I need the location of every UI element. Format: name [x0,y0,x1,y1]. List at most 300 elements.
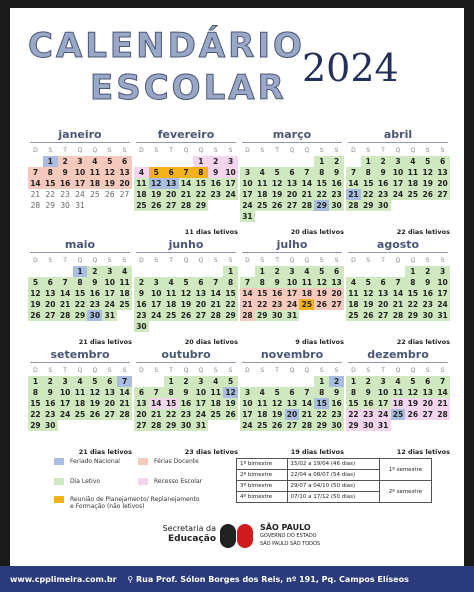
day-cell: 31 [285,310,300,321]
month-4 [28,238,132,321]
day-cell: 13 [285,398,300,409]
day-cell: 20 [285,409,300,420]
day-cell: 26 [104,190,115,199]
day-cell: 14 [28,178,43,189]
day-cell: 23 [361,409,376,420]
month-grid [346,365,450,431]
day-cell: 7 [208,277,223,288]
day-cell: 29 [255,310,270,321]
legend-letivo-label: Dia Letivo [70,478,101,485]
day-cell: 18 [134,189,149,200]
weekday-label: S [319,257,324,264]
day-cell: 3 [73,156,88,167]
day-cell: 20 [193,299,208,310]
day-cell: 5 [270,387,285,398]
day-cell: 20 [329,288,344,299]
weekday-label: Q [289,257,295,264]
day-cell: 20 [435,178,450,189]
day-cell: 1 [314,156,329,167]
weekday-label: S [122,367,127,374]
weekday-label: Q [304,367,310,374]
weekday-label: S [440,367,445,374]
day-cell: 20 [420,398,435,409]
weekday-label: T [169,367,173,374]
day-cell: 3 [193,376,208,387]
day-cell: 26 [361,310,376,321]
month-3 [346,128,450,211]
day-cell: 29 [314,420,329,431]
weekday-label: D [33,367,38,374]
day-cell: 6 [329,266,344,277]
month-divider [348,252,448,253]
weekday-label: S [122,147,127,154]
day-cell: 8 [73,277,88,288]
day-cell: 7 [149,387,164,398]
month-name: fevereiro [157,128,215,141]
weekday-label: Q [289,367,295,374]
day-cell: 19 [361,299,376,310]
empty-cell [28,266,43,277]
weekday-label: Q [77,367,83,374]
bimestre-name: 2º bimestre [237,470,288,481]
day-cell: 26 [314,299,329,310]
month-name: setembro [50,348,110,361]
day-cell: 27 [134,420,149,431]
month-name: abril [383,128,413,141]
day-cell: 24 [435,299,450,310]
day-cell: 23 [134,310,149,321]
month-grid [240,365,344,431]
day-cell: 14 [299,398,314,409]
estado-line-2: GOVERNO DO ESTADO [260,533,317,539]
day-cell: 5 [102,156,117,167]
legend-feriado-label: Feriado Nacional [70,458,120,465]
day-cell: 22 [405,299,420,310]
month-name: maio [64,238,96,251]
day-cell: 11 [87,167,102,178]
day-cell: 10 [73,167,88,178]
day-cell: 10 [435,277,450,288]
day-cell: 8 [223,277,238,288]
empty-cell [270,376,285,387]
month-0 [28,128,132,211]
weekday-label: S [260,257,265,264]
day-cell: 16 [43,398,58,409]
day-cell: 17 [193,398,208,409]
day-cell: 23 [270,299,285,310]
day-cell: 26 [149,200,164,211]
day-cell: 16 [58,178,73,189]
dias-letivos-label: 21 dias letivos [78,338,132,346]
day-cell: 18 [405,178,420,189]
day-cell: 9 [208,167,223,178]
day-cell: 11 [299,277,314,288]
day-cell: 28 [117,409,132,420]
day-cell: 10 [240,398,255,409]
weekday-label: Q [395,147,401,154]
day-cell: 24 [102,299,117,310]
day-cell: 18 [164,299,179,310]
day-cell: 6 [376,277,391,288]
empty-cell [299,156,314,167]
weekday-label: S [228,257,233,264]
day-cell: 15 [223,288,238,299]
title-line-2: ESCOLAR [90,68,287,108]
month-2 [240,128,344,222]
day-cell: 8 [43,167,58,178]
day-cell: 31 [240,211,255,222]
day-cell: 3 [223,156,238,167]
day-cell: 14 [299,178,314,189]
estado-line-1: SÃO PAULO [260,523,311,532]
day-cell: 4 [255,167,270,178]
day-cell: 30 [376,200,391,211]
day-cell: 31 [102,310,117,321]
day-cell: 26 [87,409,102,420]
empty-cell [391,266,406,277]
day-cell: 19 [87,398,102,409]
weekday-label: Q [198,367,204,374]
day-cell: 11 [164,288,179,299]
empty-cell [164,266,179,277]
dias-letivos-label: 22 dias letivos [396,338,450,346]
day-cell: 31 [435,310,450,321]
weekday-label: S [319,367,324,374]
weekday-label: S [260,147,265,154]
weekday-label: Q [183,367,189,374]
year-label: 2024 [302,46,399,90]
weekday-label: S [213,147,218,154]
day-cell: 3 [240,167,255,178]
day-cell: 31 [193,420,208,431]
empty-cell [240,266,255,277]
day-cell: 2 [58,156,73,167]
empty-cell [208,266,223,277]
weekday-label: D [351,257,356,264]
day-cell: 7 [179,167,194,178]
weekday-label: S [107,147,112,154]
day-cell: 9 [420,277,435,288]
day-cell: 15 [346,398,361,409]
day-cell: 27 [420,409,435,420]
day-cell: 12 [361,288,376,299]
day-cell: 12 [179,288,194,299]
day-cell: 18 [87,178,102,189]
day-cell: 28 [30,201,41,210]
day-cell: 4 [134,167,149,178]
month-divider [136,142,236,143]
weekday-label: S [107,367,112,374]
weekday-label: S [48,147,53,154]
empty-cell [149,266,164,277]
day-cell: 13 [193,288,208,299]
day-cell: 28 [346,200,361,211]
month-name: agosto [376,238,420,251]
day-cell: 16 [376,178,391,189]
day-cell: 6 [285,387,300,398]
bimestre-name: 3º bimestre [237,481,288,492]
empty-cell [179,266,194,277]
month-5 [134,238,238,332]
letivo-swatch [54,478,64,485]
day-cell: 23 [376,189,391,200]
weekday-label: T [275,147,279,154]
day-cell: 13 [435,167,450,178]
weekday-label: S [213,367,218,374]
weekday-label: S [440,147,445,154]
day-cell: 11 [346,288,361,299]
day-cell: 6 [134,387,149,398]
day-cell: 28 [299,200,314,211]
weekday-label: S [425,147,430,154]
empty-cell [255,376,270,387]
day-cell: 18 [255,189,270,200]
month-6 [240,238,344,321]
month-11 [346,348,450,431]
weekday-label: S [425,257,430,264]
day-cell: 10 [193,387,208,398]
day-cell: 26 [179,310,194,321]
day-cell: 29 [314,200,329,211]
bimestre-name: 1º bimestre [237,459,288,470]
month-name: julho [276,238,308,251]
weekday-label: D [351,367,356,374]
day-cell: 25 [299,299,314,310]
day-cell: 24 [223,189,238,200]
day-cell: 19 [314,288,329,299]
weekday-label: S [366,147,371,154]
day-cell: 13 [285,178,300,189]
weekday-label: Q [410,147,416,154]
day-cell: 27 [376,310,391,321]
day-cell: 20 [285,189,300,200]
day-cell: 28 [208,310,223,321]
day-cell: 17 [240,409,255,420]
legend-ferias-label: Férias Docente [154,458,199,465]
day-cell: 9 [43,387,58,398]
day-cell: 22 [73,299,88,310]
weekday-label: D [33,147,38,154]
day-cell: 8 [346,387,361,398]
day-cell: 13 [134,398,149,409]
day-cell: 19 [102,178,117,189]
day-cell: 4 [255,387,270,398]
day-cell: 1 [223,266,238,277]
day-cell: 10 [58,387,73,398]
day-cell: 19 [28,299,43,310]
day-cell: 9 [329,167,344,178]
day-cell: 20 [117,178,132,189]
day-cell: 7 [299,387,314,398]
weekday-label: Q [395,367,401,374]
day-cell: 21 [179,189,194,200]
day-cell: 22 [223,299,238,310]
day-cell: 7 [58,277,73,288]
day-cell: 3 [102,266,117,277]
day-cell: 27 [164,200,179,211]
empty-cell [285,156,300,167]
day-cell: 14 [149,398,164,409]
empty-cell [179,156,194,167]
day-cell: 3 [391,156,406,167]
dias-letivos-label: 11 dias letivos [184,228,238,236]
day-cell: 28 [435,409,450,420]
day-cell: 1 [255,266,270,277]
day-cell: 15 [314,398,329,409]
empty-cell [240,156,255,167]
semestre-label: 1º semestre [379,459,431,481]
day-cell: 17 [58,398,73,409]
day-cell: 10 [391,167,406,178]
weekday-label: D [139,367,144,374]
day-cell: 27 [329,299,344,310]
day-cell: 20 [43,299,58,310]
calendar-page [10,8,464,566]
footer-site-link[interactable]: www.cpplimeira.com.br [10,575,117,584]
day-cell: 24 [240,200,255,211]
day-cell: 26 [270,420,285,431]
day-cell: 23 [179,409,194,420]
month-9 [134,348,238,431]
day-cell: 26 [405,409,420,420]
day-cell: 29 [73,310,88,321]
day-cell: 4 [299,266,314,277]
day-cell: 5 [179,277,194,288]
day-cell: 25 [208,409,223,420]
day-cell: 12 [420,167,435,178]
day-cell: 9 [270,277,285,288]
day-cell: 4 [73,376,88,387]
day-cell: 9 [361,387,376,398]
day-cell: 18 [299,288,314,299]
day-cell: 16 [134,299,149,310]
day-cell: 11 [405,167,420,178]
day-cell: 5 [149,167,164,178]
day-cell: 23 [87,299,102,310]
day-cell: 2 [270,266,285,277]
weekday-label: S [440,257,445,264]
weekday-label: T [381,147,385,154]
day-cell: 26 [420,189,435,200]
month-grid [134,255,238,332]
day-cell: 18 [255,409,270,420]
day-cell: 14 [346,178,361,189]
day-cell: 29 [346,420,361,431]
day-cell: 13 [329,277,344,288]
day-cell: 3 [58,376,73,387]
day-cell: 13 [117,167,132,178]
weekday-label: T [63,367,67,374]
month-grid [346,145,450,211]
day-cell: 30 [43,420,58,431]
day-cell: 30 [179,420,194,431]
day-cell: 21 [299,409,314,420]
day-cell: 30 [361,420,376,431]
day-cell: 9 [134,288,149,299]
month-divider [30,362,130,363]
day-cell: 17 [149,299,164,310]
day-cell: 22 [314,189,329,200]
day-cell: 24 [58,409,73,420]
day-cell: 11 [391,387,406,398]
weekday-label: D [245,367,250,374]
day-cell: 16 [329,398,344,409]
day-cell: 8 [193,167,208,178]
day-cell: 21 [208,299,223,310]
day-cell: 2 [420,266,435,277]
day-cell: 2 [329,376,344,387]
legend-feriado [54,458,120,465]
empty-cell [134,266,149,277]
day-cell: 17 [223,178,238,189]
weekday-label: D [245,257,250,264]
recesso-swatch [138,478,148,485]
day-cell: 30 [60,201,70,210]
legend-reuniao-label-1: Reunião de Planejamento/ Replanejamento [70,496,200,503]
dias-letivos-label: 21 dias letivos [78,448,132,456]
day-cell: 27 [119,190,130,199]
dias-letivos-label: 19 dias letivos [290,448,344,456]
weekday-label: D [139,257,144,264]
day-cell: 25 [405,189,420,200]
table-row [237,481,432,492]
weekday-label: Q [304,257,310,264]
weekday-label: Q [92,257,98,264]
month-name: novembro [260,348,324,361]
day-cell: 31 [376,420,391,431]
day-cell: 23 [420,299,435,310]
weekday-label: Q [77,257,83,264]
day-cell: 23 [329,409,344,420]
month-name: outubro [161,348,211,361]
day-cell: 11 [134,178,149,189]
dias-letivos-label: 20 dias letivos [290,228,344,236]
day-cell: 24 [75,190,85,199]
weekday-label: S [154,367,159,374]
dias-letivos-label: 9 dias letivos [295,338,344,346]
day-cell: 18 [208,398,223,409]
day-cell: 15 [73,288,88,299]
day-cell: 6 [102,376,117,387]
day-cell: 30 [87,310,102,321]
month-divider [242,252,342,253]
month-divider [30,142,130,143]
location-pin-icon: ⚲ [127,575,134,584]
day-cell: 15 [405,288,420,299]
day-cell: 2 [329,156,344,167]
day-cell: 16 [329,178,344,189]
day-cell: 17 [391,178,406,189]
weekday-label: Q [198,257,204,264]
weekday-label: S [334,257,339,264]
day-cell: 12 [405,387,420,398]
day-cell: 23 [43,409,58,420]
dias-letivos-label: 23 dias letivos [184,448,238,456]
empty-cell [376,266,391,277]
month-divider [348,142,448,143]
day-cell: 7 [240,277,255,288]
secretaria-line-2: Educação [168,534,216,544]
day-cell: 10 [223,167,238,178]
day-cell: 2 [134,277,149,288]
day-cell: 4 [87,156,102,167]
day-cell: 24 [193,409,208,420]
day-cell: 8 [314,167,329,178]
day-cell: 13 [164,178,179,189]
weekday-label: D [139,147,144,154]
day-cell: 21 [391,299,406,310]
day-cell: 8 [405,277,420,288]
